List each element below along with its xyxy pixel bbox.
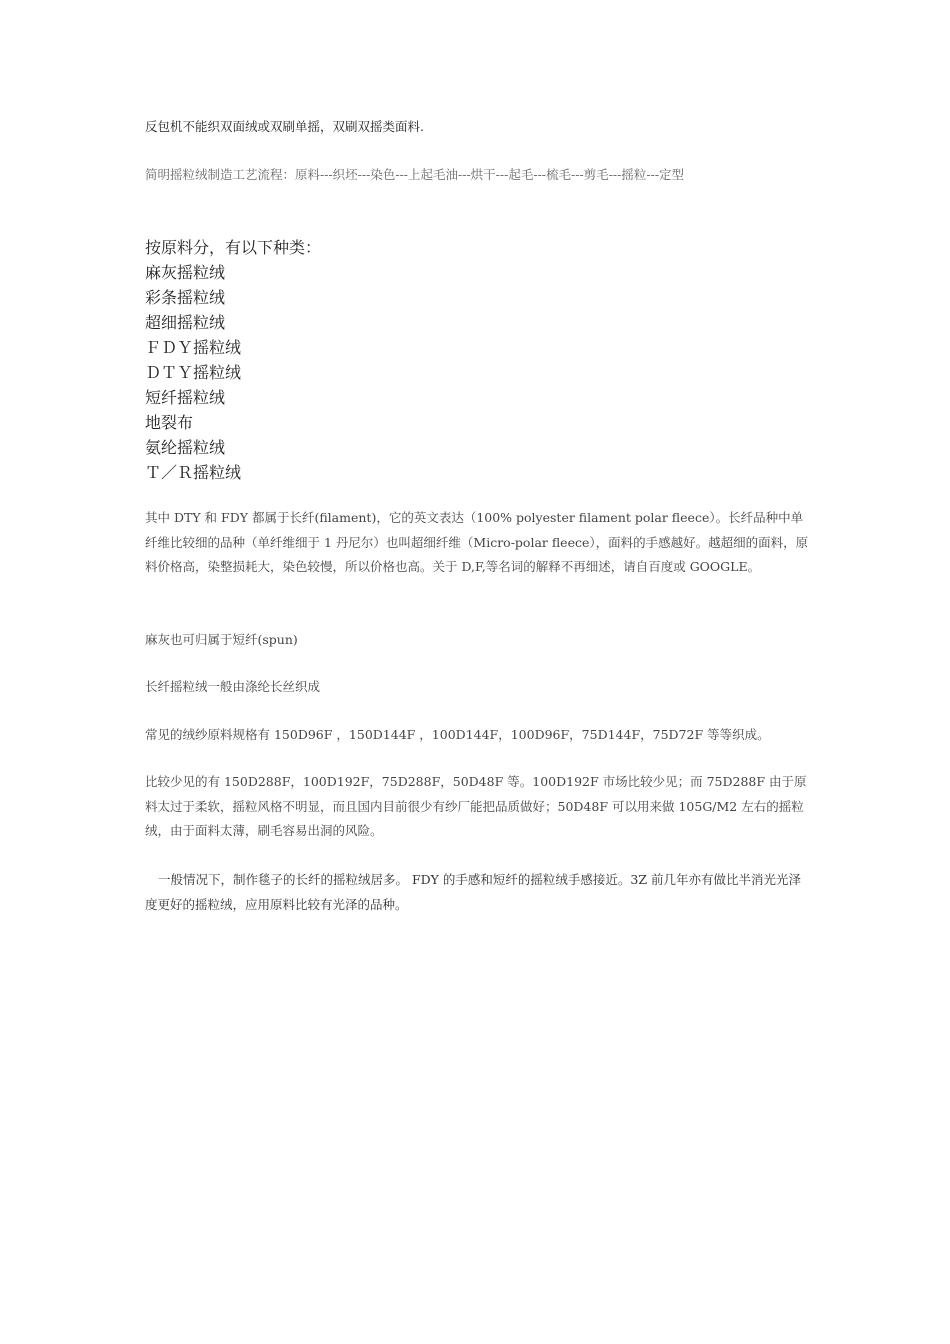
list-item: ＦＤＹ摇粒绒 [145,338,242,357]
rare-specs-paragraph: 比较少见的有 150D288F，100D192F，75D288F，50D48F 等。100D192F 市场比较少见；而 75D288F 由于原料太过于柔软，摇粒风格不明显，而且国内目前很少有纱厂能把品质做好；50D48F 可以用来做 105G/M2 左右的摇粒绒，由于面料太薄，刷毛容易出洞的风险。 [145,774,807,838]
filament-paragraph: 其中 DTY 和 FDY 都属于长纤(filament)，它的英文表达（100% polyester filament polar fleece）。长纤品种中单纤维比较细的品种（单纤维细于 1 丹尼尔）也叫超细纤维（Micro-polar fleece），面料的手感越好。越超细的面料，原料价格高，染整损耗大，染色较慢，所以价格也高。关于 D,F,等名词的解释不再细述，请自百度或 GOOGLE。 [145,510,809,574]
types-list [145,235,545,485]
list-item: 短纤摇粒绒 [145,388,226,407]
list-item: 地裂布 [145,413,194,432]
list-item: 麻灰摇粒绒 [145,263,226,282]
filament-note: 长纤摇粒绒一般由涤纶长丝织成 [145,679,321,694]
process-paragraph: 简明摇粒绒制造工艺流程：原料---织坯---染色---上起毛油---烘干---起毛---梳毛---剪毛---摇粒---定型 [145,167,685,182]
list-item: 超细摇粒绒 [145,313,226,332]
list-item: 彩条摇粒绒 [145,288,226,307]
spun-note: 麻灰也可归属于短纤(spun) [145,632,298,647]
list-item: ＤＴＹ摇粒绒 [145,363,242,382]
list-item: Ｔ／Ｒ摇粒绒 [145,463,242,482]
common-specs-paragraph: 常见的绒纱原料规格有 150D96F ，150D144F ，100D144F，100D96F，75D144F，75D72F 等等织成。 [145,727,770,742]
intro-paragraph: 反包机不能织双面绒或双刷单摇，双刷双摇类面料. [145,119,424,134]
types-heading: 按原料分，有以下种类： [145,238,322,257]
list-item: 氨纶摇粒绒 [145,438,226,457]
general-paragraph: 一般情况下，制作毯子的长纤的摇粒绒居多。 FDY 的手感和短纤的摇粒绒手感接近。3Z 前几年亦有做比半消光光泽度更好的摇粒绒，应用原料比较有光泽的品种。 [145,872,802,912]
